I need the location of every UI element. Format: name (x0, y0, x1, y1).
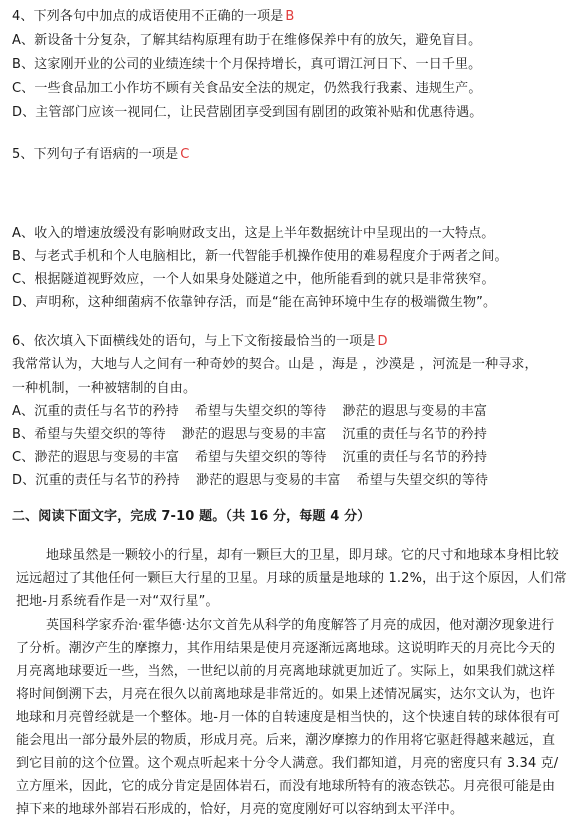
q6-option-c-part2: 希望与失望交织的等待 (195, 450, 327, 465)
q5-stem-line (12, 146, 189, 164)
q6-option-d-part3: 希望与失望交织的等待 (356, 473, 489, 488)
q6-option-b (12, 426, 487, 444)
q4-option-b: B、这家刚开业的公司的业绩连续十个月保持增长，真可谓江河日下、一日千里。 (12, 57, 482, 72)
q5-option-d: D、声明称，这种细菌病不依靠钟存活，而是“能在高钟环境中生存的极端微生物”。 (12, 295, 497, 310)
q6-passage-line-2: 一种机制，一种被辖制的自由。 (12, 381, 197, 396)
q6-option-d (12, 472, 488, 490)
q6-passage-line-1: 我常常认为，大地与人之间有一种奇妙的契合。山是 ，海是 ，沙漠是 ，河流是一种寻求， (12, 357, 538, 372)
reading-line-10: 到它目前的这个位置。这个观点听起来十分令人满意。我们都知道，月亮的密度只有 3.34 克/ (16, 756, 559, 771)
reading-line-7: 将时间倒溯下去，月亮在很久以前离地球是非常近的。如果上述情况属实，达尔文认为，也许 (16, 687, 556, 702)
q4-answer: B (285, 9, 295, 24)
reading-line-4: 英国科学家乔治·霍华德·达尔文首先从科学的角度解答了月亮的成因，他对潮汐现象进行 (46, 618, 555, 633)
q6-option-a (12, 403, 487, 421)
q6-option-b-part2: 渺茫的遐思与变易的丰富 (181, 427, 327, 442)
reading-line-3: 把地-月系统看作是一对“双行星”。 (16, 594, 219, 609)
q6-stem-line (12, 333, 388, 351)
q6-option-a-part2: 希望与失望交织的等待 (194, 404, 327, 419)
q6-option-b-part3: 沉重的责任与名节的矜持 (342, 427, 488, 442)
q6-option-d-part1: D、沉重的责任与名节的矜持 (12, 473, 180, 488)
q4-option-c: C、一些食品加工小作坊不顾有关食品安全法的规定，仍然我行我素、违规生产。 (12, 81, 482, 96)
q5-stem: 5、下列句子有语病的一项是 (12, 147, 179, 162)
reading-line-12: 掉下来的地球外部岩石形成的，恰好，月亮的宽度刚好可以容纳到太平洋中。 (16, 802, 464, 817)
q6-option-a-part1: A、沉重的责任与名节的矜持 (12, 404, 179, 419)
q6-option-c (12, 449, 487, 467)
q5-option-a: A、收入的增速放缓没有影响财政支出，这是上半年数据统计中呈现出的一大特点。 (12, 226, 495, 241)
q6-option-d-part2: 渺茫的遐思与变易的丰富 (195, 473, 341, 488)
q6-option-a-part3: 渺茫的遐思与变易的丰富 (342, 404, 488, 419)
reading-line-8: 地球和月亮曾经就是一个整体。地-月一体的自转速度是相当快的，这个快速自转的球体很有可 (16, 710, 560, 725)
q4-option-d: D、主管部门应该一视同仁，让民营剧团享受到国有剧团的政策补贴和优惠待遇。 (12, 105, 483, 120)
reading-line-5: 了分析。潮汐产生的摩擦力，其作用结果是使月亮逐渐远离地球。这说明昨天的月亮比今天的 (16, 641, 556, 656)
q5-option-b: B、与老式手机和个人电脑相比，新一代智能手机操作使用的难易程度介于两者之间。 (12, 249, 508, 264)
q4-stem-line (12, 8, 295, 26)
q4-option-a: A、新设备十分复杂，了解其结构原理有助于在维修保养中有的放矢，避免盲目。 (12, 33, 482, 48)
q6-option-c-part1: C、渺茫的遐思与变易的丰富 (12, 450, 180, 465)
q5-option-c: C、根据隧道视野效应，一个人如果身处隧道之中，他所能看到的就只是非常狭窄。 (12, 272, 495, 287)
reading-line-11: 立方厘米，因此，它的成分肯定是固体岩石，而没有地球所特有的液态铁芯。月亮很可能是由 (16, 779, 556, 794)
section-2-heading: 二、阅读下面文字，完成 7-10 题。（共 16 分，每题 4 分） (12, 509, 371, 524)
q5-answer: C (180, 147, 190, 162)
reading-line-1: 地球虽然是一颗较小的行星，却有一颗巨大的卫星，即月球。它的尺寸和地球本身相比较 (46, 548, 559, 563)
reading-line-2: 远远超过了其他任何一颗巨大行星的卫星。月球的质量是地球的 1.2%，出于这个原因，人们常 (16, 571, 567, 586)
reading-line-6: 月亮离地球要近一些，当然，一世纪以前的月亮离地球就更加近了。实际上，如果我们就这样 (16, 664, 556, 679)
q4-stem: 4、下列各句中加点的成语使用不正确的一项是 (12, 9, 284, 24)
q6-answer: D (377, 334, 388, 349)
reading-line-9: 能会甩出一部分最外层的物质，形成月亮。后来，潮汐摩擦力的作用将它驱赶得越来越远，直 (16, 733, 556, 748)
q6-option-c-part3: 沉重的责任与名节的矜持 (342, 450, 488, 465)
q6-stem: 6、依次填入下面横线处的语句，与上下文衔接最恰当的一项是 (12, 334, 376, 349)
q6-option-b-part1: B、希望与失望交织的等待 (12, 427, 166, 442)
